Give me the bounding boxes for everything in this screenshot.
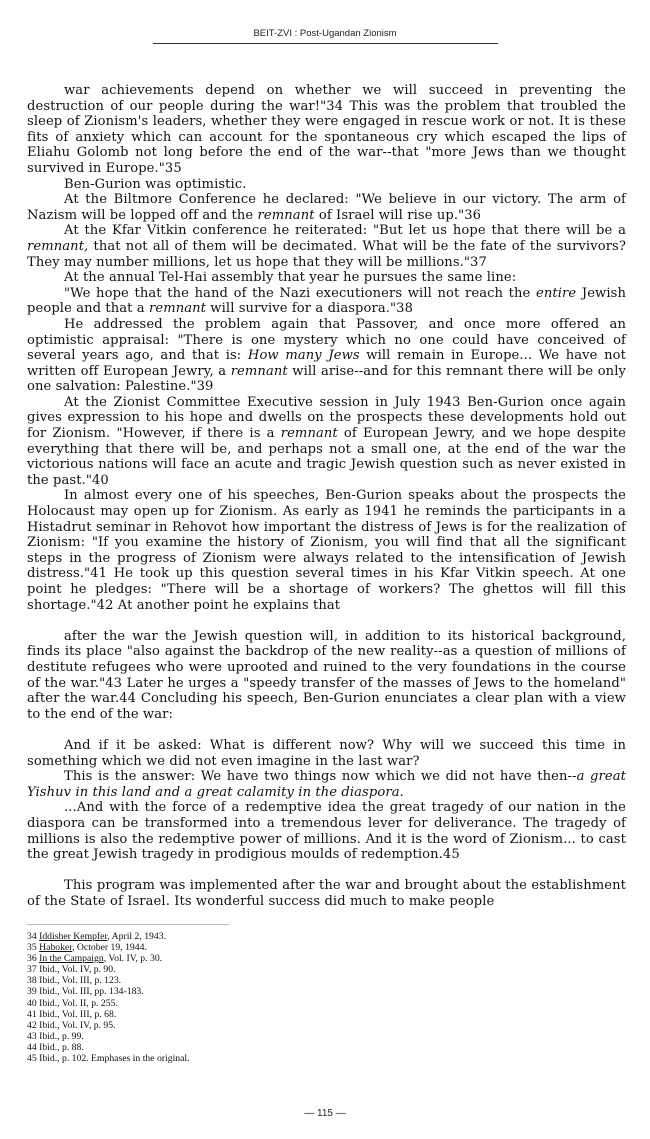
paragraph: This program was implemented after the war and brought about the establishment of the State of Israel. Its wonderful success did much to make people <box>27 878 626 909</box>
footnote-41: 41 Ibid., Vol. III, p. 68. <box>27 1008 117 1020</box>
body-text <box>27 83 626 909</box>
quote-paragraph: ...And with the force of a redemptive idea the great tragedy of our nation in the diaspora can be transformed into a tremendous lever for deliverance. The tragedy of millions is also the redemptive power of millions. And it is the word of Zionism... to cast the great Jewish tragedy in prodigious moulds of redemption.45 <box>27 800 626 863</box>
paragraph: "We hope that the hand of the Nazi executioners will not reach the entire Jewish people and that a remnant will survive for a diaspora."38 <box>27 285 626 317</box>
footnote-34: 34 Iddisher Kempfer, April 2, 1943. <box>27 931 166 942</box>
footnote-38: 38 Ibid., Vol. III, p. 123. <box>27 975 122 987</box>
paragraph: He addressed the problem again that Passover, and once more offered an optimistic appraisal: "There is one mystery which no one could have conceived of several years ago, and that is: How many Jews will remain in Europe... We have not written off European Jewry, a remnant will arise--and for this remnant there will be only one salvation: Palestine."39 <box>27 316 626 395</box>
footnote-37: 37 Ibid., Vol. IV, p. 90. <box>27 964 116 976</box>
footnote-rule <box>27 924 229 925</box>
footnote-44: 44 Ibid., p. 88. <box>27 1041 84 1053</box>
block-quote-intro: after the war the Jewish question will, in addition to its historical background, finds its place "also against the backdrop of the new reality--as a question of millions of destitute refugees who were uprooted and ruined to the very foundations in the course of the war."43 Later he urges a "speedy transfer of the masses of Jews to the homeland" after the war.44 Concluding his speech, Ben-Gurion enunciates a clear plan with a view to the end of the war: <box>27 628 626 722</box>
footnotes <box>27 931 427 1064</box>
footnote-36: 36 In the Campaign, Vol. IV, p. 30. <box>27 953 163 965</box>
paragraph: war achievements depend on whether we will succeed in preventing the destruction of our people during the war!"34 This was the problem that troubled the sleep of Zionism's leaders, whether they were engaged in rescue work or not. It is these fits of anxiety which can account for the spontaneous cry which escaped the lips of Eliahu Golomb not long before the end of the war--that "more Jews than we thought survived in Europe."35 <box>27 83 626 176</box>
running-header: BEIT-ZVI : Post-Ugandan Zionism <box>253 28 397 39</box>
quote-paragraph: This is the answer: We have two things now which we did not have then--a great Yishuv in this land and a great calamity in the diaspora. <box>27 769 626 800</box>
quote-paragraph: And if it be asked: What is different now? Why will we succeed this time in something which we did not even imagine in the last war? <box>27 737 626 769</box>
paragraph: At the Kfar Vitkin conference he reiterated: "But let us hope that there will be a remnant, that not all of them will be decimated. What will be the fate of the survivors? They may number millions, let us hope that they will be millions."37 <box>27 223 626 270</box>
footnote-40: 40 Ibid., Vol. II, p. 255. <box>27 997 118 1009</box>
footnote-42: 42 Ibid., Vol. IV, p. 95. <box>27 1019 116 1031</box>
footnote-35: 35 Haboker, October 19, 1944. <box>27 942 147 954</box>
paragraph: Ben-Gurion was optimistic. <box>64 176 247 192</box>
footnote-45: 45 Ibid., p. 102. Emphases in the original. <box>27 1053 190 1065</box>
paragraph: At the Biltmore Conference he declared: "We believe in our victory. The arm of Nazism will be lopped off and the remnant of Israel will rise up."36 <box>27 192 626 223</box>
page-number: — 115 — <box>304 1108 346 1119</box>
paragraph: In almost every one of his speeches, Ben-Gurion speaks about the prospects the Holocaust may open up for Zionism. As early as 1941 he reminds the participants in a Histadrut seminar in Rehovot how important the distress of Jews is for the realization of Zionism: "If you examine the history of Zionism, you will find that all the significant steps in the progress of Zionism were always related to the intensification of Jewish distress."41 He took up this question several times in his Kfar Vitkin speech. At one point he pledges: "There will be a shortage of workers? The ghettos will fill this shortage."42 At another point he explains that <box>27 488 626 613</box>
footnote-39: 39 Ibid., Vol. III, pp. 134-183. <box>27 986 144 998</box>
header-rule <box>153 43 498 44</box>
paragraph: At the annual Tel-Hai assembly that year he pursues the same line: <box>64 270 517 286</box>
paragraph: At the Zionist Committee Executive session in July 1943 Ben-Gurion once again gives expression to his hope and dwells on the prospects these developments hold out for Zionism. "However, if there is a remnant of European Jewry, and we hope despite everything that there will be, and perhaps not a small one, at the end of the war the victorious nations will face an acute and tragic Jewish question such as never existed in the past."40 <box>27 394 626 488</box>
footnote-43: 43 Ibid., p. 99. <box>27 1030 84 1042</box>
